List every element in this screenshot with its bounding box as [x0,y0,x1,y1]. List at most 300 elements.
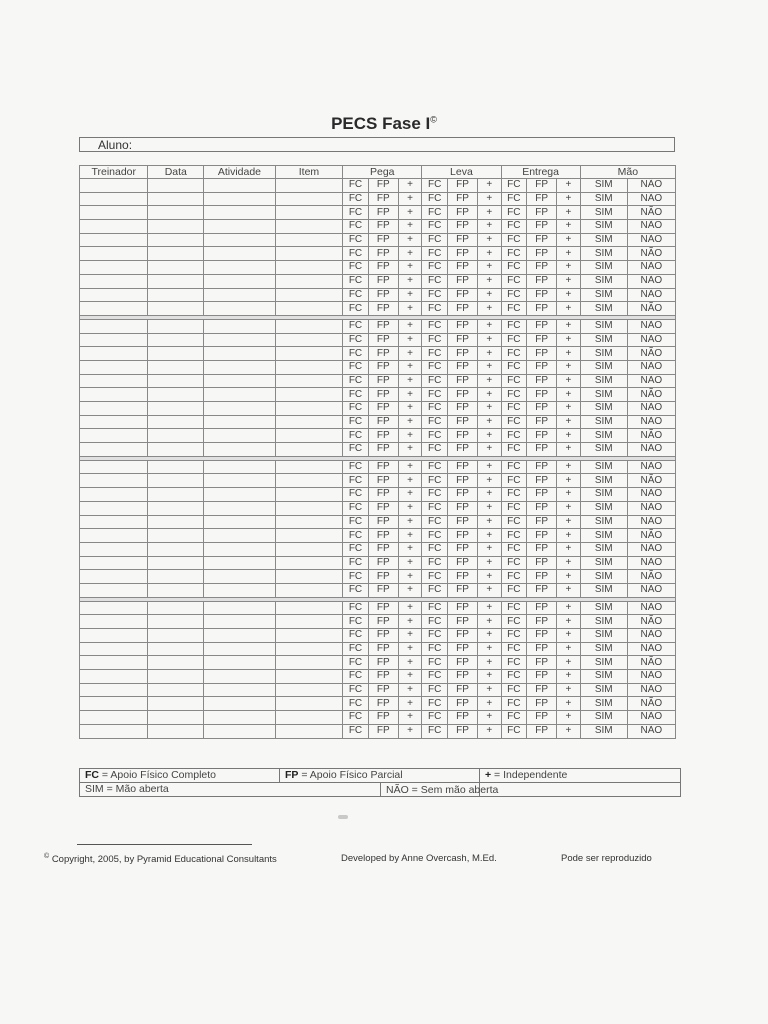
leva-fc-option[interactable]: FC [422,601,448,615]
leva-fp-option[interactable]: FP [448,697,478,711]
pega-fp-option[interactable]: FP [368,615,398,629]
item-cell[interactable] [275,233,342,247]
pega-fp-option[interactable]: FP [368,415,398,429]
entrega-plus-option[interactable]: + [557,683,581,697]
leva-plus-option[interactable]: + [477,415,501,429]
entrega-fp-option[interactable]: FP [527,179,557,193]
pega-plus-option[interactable]: + [398,274,422,288]
trainer-cell[interactable] [80,192,148,206]
entrega-fp-option[interactable]: FP [527,233,557,247]
leva-plus-option[interactable]: + [477,683,501,697]
entrega-fc-option[interactable]: FC [501,319,527,333]
pega-fc-option[interactable]: FC [343,683,369,697]
activity-cell[interactable] [204,697,276,711]
entrega-fc-option[interactable]: FC [501,261,527,275]
leva-fp-option[interactable]: FP [448,360,478,374]
pega-fp-option[interactable]: FP [368,319,398,333]
entrega-fp-option[interactable]: FP [527,429,557,443]
mao-nao-option[interactable]: NÃO [627,670,675,684]
mao-sim-option[interactable]: SIM [580,474,627,488]
pega-plus-option[interactable]: + [398,601,422,615]
entrega-fp-option[interactable]: FP [527,402,557,416]
pega-fp-option[interactable]: FP [368,583,398,597]
pega-plus-option[interactable]: + [398,206,422,220]
mao-sim-option[interactable]: SIM [580,319,627,333]
item-cell[interactable] [275,556,342,570]
trainer-cell[interactable] [80,501,148,515]
item-cell[interactable] [275,374,342,388]
leva-fc-option[interactable]: FC [422,629,448,643]
entrega-fp-option[interactable]: FP [527,474,557,488]
pega-fc-option[interactable]: FC [343,429,369,443]
trainer-cell[interactable] [80,711,148,725]
leva-fc-option[interactable]: FC [422,670,448,684]
trainer-cell[interactable] [80,474,148,488]
item-cell[interactable] [275,206,342,220]
entrega-plus-option[interactable]: + [557,415,581,429]
item-cell[interactable] [275,583,342,597]
leva-plus-option[interactable]: + [477,556,501,570]
entrega-fc-option[interactable]: FC [501,206,527,220]
entrega-fc-option[interactable]: FC [501,302,527,316]
mao-sim-option[interactable]: SIM [580,515,627,529]
leva-fp-option[interactable]: FP [448,374,478,388]
mao-sim-option[interactable]: SIM [580,443,627,457]
item-cell[interactable] [275,302,342,316]
activity-cell[interactable] [204,629,276,643]
pega-plus-option[interactable]: + [398,656,422,670]
trainer-cell[interactable] [80,488,148,502]
entrega-fc-option[interactable]: FC [501,192,527,206]
pega-fp-option[interactable]: FP [368,374,398,388]
pega-plus-option[interactable]: + [398,570,422,584]
item-cell[interactable] [275,488,342,502]
activity-cell[interactable] [204,429,276,443]
entrega-fc-option[interactable]: FC [501,556,527,570]
leva-fp-option[interactable]: FP [448,556,478,570]
mao-sim-option[interactable]: SIM [580,601,627,615]
leva-fc-option[interactable]: FC [422,529,448,543]
item-cell[interactable] [275,319,342,333]
pega-fp-option[interactable]: FP [368,570,398,584]
trainer-cell[interactable] [80,656,148,670]
leva-fp-option[interactable]: FP [448,388,478,402]
trainer-cell[interactable] [80,615,148,629]
leva-fc-option[interactable]: FC [422,374,448,388]
pega-fc-option[interactable]: FC [343,615,369,629]
entrega-plus-option[interactable]: + [557,347,581,361]
trainer-cell[interactable] [80,402,148,416]
leva-plus-option[interactable]: + [477,374,501,388]
trainer-cell[interactable] [80,360,148,374]
leva-fc-option[interactable]: FC [422,302,448,316]
item-cell[interactable] [275,670,342,684]
entrega-fc-option[interactable]: FC [501,601,527,615]
trainer-cell[interactable] [80,333,148,347]
leva-fp-option[interactable]: FP [448,247,478,261]
pega-fp-option[interactable]: FP [368,670,398,684]
mao-nao-option[interactable]: NÃO [627,388,675,402]
item-cell[interactable] [275,192,342,206]
entrega-fp-option[interactable]: FP [527,515,557,529]
leva-fc-option[interactable]: FC [422,179,448,193]
pega-fp-option[interactable]: FP [368,460,398,474]
mao-nao-option[interactable]: NÃO [627,488,675,502]
leva-fc-option[interactable]: FC [422,556,448,570]
leva-plus-option[interactable]: + [477,583,501,597]
leva-fp-option[interactable]: FP [448,488,478,502]
mao-sim-option[interactable]: SIM [580,288,627,302]
mao-sim-option[interactable]: SIM [580,542,627,556]
entrega-fc-option[interactable]: FC [501,642,527,656]
pega-fp-option[interactable]: FP [368,302,398,316]
date-cell[interactable] [148,515,204,529]
mao-sim-option[interactable]: SIM [580,388,627,402]
mao-nao-option[interactable]: NÃO [627,360,675,374]
entrega-plus-option[interactable]: + [557,697,581,711]
mao-nao-option[interactable]: NÃO [627,583,675,597]
date-cell[interactable] [148,374,204,388]
item-cell[interactable] [275,515,342,529]
entrega-fc-option[interactable]: FC [501,443,527,457]
leva-fp-option[interactable]: FP [448,429,478,443]
leva-fc-option[interactable]: FC [422,192,448,206]
leva-plus-option[interactable]: + [477,261,501,275]
activity-cell[interactable] [204,615,276,629]
leva-fp-option[interactable]: FP [448,443,478,457]
entrega-fp-option[interactable]: FP [527,460,557,474]
pega-plus-option[interactable]: + [398,302,422,316]
date-cell[interactable] [148,697,204,711]
leva-plus-option[interactable]: + [477,347,501,361]
activity-cell[interactable] [204,501,276,515]
entrega-fc-option[interactable]: FC [501,374,527,388]
pega-fc-option[interactable]: FC [343,360,369,374]
date-cell[interactable] [148,474,204,488]
pega-fc-option[interactable]: FC [343,711,369,725]
leva-fp-option[interactable]: FP [448,274,478,288]
entrega-fp-option[interactable]: FP [527,206,557,220]
pega-plus-option[interactable]: + [398,501,422,515]
mao-sim-option[interactable]: SIM [580,642,627,656]
leva-fp-option[interactable]: FP [448,179,478,193]
date-cell[interactable] [148,529,204,543]
pega-fc-option[interactable]: FC [343,288,369,302]
pega-fc-option[interactable]: FC [343,415,369,429]
entrega-fp-option[interactable]: FP [527,333,557,347]
item-cell[interactable] [275,347,342,361]
trainer-cell[interactable] [80,460,148,474]
pega-fp-option[interactable]: FP [368,220,398,234]
mao-nao-option[interactable]: NÃO [627,529,675,543]
trainer-cell[interactable] [80,629,148,643]
pega-plus-option[interactable]: + [398,683,422,697]
activity-cell[interactable] [204,288,276,302]
activity-cell[interactable] [204,206,276,220]
date-cell[interactable] [148,192,204,206]
activity-cell[interactable] [204,583,276,597]
pega-plus-option[interactable]: + [398,233,422,247]
entrega-plus-option[interactable]: + [557,529,581,543]
date-cell[interactable] [148,629,204,643]
entrega-plus-option[interactable]: + [557,515,581,529]
date-cell[interactable] [148,615,204,629]
pega-fc-option[interactable]: FC [343,443,369,457]
pega-fp-option[interactable]: FP [368,629,398,643]
entrega-plus-option[interactable]: + [557,629,581,643]
leva-fc-option[interactable]: FC [422,542,448,556]
pega-plus-option[interactable]: + [398,583,422,597]
entrega-plus-option[interactable]: + [557,615,581,629]
mao-sim-option[interactable]: SIM [580,556,627,570]
mao-nao-option[interactable]: NÃO [627,697,675,711]
mao-sim-option[interactable]: SIM [580,206,627,220]
leva-plus-option[interactable]: + [477,711,501,725]
entrega-fp-option[interactable]: FP [527,319,557,333]
leva-fp-option[interactable]: FP [448,615,478,629]
date-cell[interactable] [148,542,204,556]
pega-plus-option[interactable]: + [398,556,422,570]
item-cell[interactable] [275,711,342,725]
pega-fc-option[interactable]: FC [343,474,369,488]
mao-sim-option[interactable]: SIM [580,247,627,261]
pega-fc-option[interactable]: FC [343,670,369,684]
entrega-fc-option[interactable]: FC [501,615,527,629]
pega-plus-option[interactable]: + [398,529,422,543]
trainer-cell[interactable] [80,529,148,543]
entrega-plus-option[interactable]: + [557,501,581,515]
entrega-fc-option[interactable]: FC [501,402,527,416]
mao-nao-option[interactable]: NÃO [627,724,675,738]
item-cell[interactable] [275,697,342,711]
item-cell[interactable] [275,629,342,643]
leva-fp-option[interactable]: FP [448,333,478,347]
entrega-fc-option[interactable]: FC [501,724,527,738]
entrega-fp-option[interactable]: FP [527,642,557,656]
leva-plus-option[interactable]: + [477,529,501,543]
item-cell[interactable] [275,642,342,656]
activity-cell[interactable] [204,192,276,206]
pega-plus-option[interactable]: + [398,288,422,302]
pega-fp-option[interactable]: FP [368,542,398,556]
entrega-fp-option[interactable]: FP [527,697,557,711]
trainer-cell[interactable] [80,233,148,247]
item-cell[interactable] [275,402,342,416]
entrega-fc-option[interactable]: FC [501,347,527,361]
mao-sim-option[interactable]: SIM [580,402,627,416]
mao-nao-option[interactable]: NÃO [627,615,675,629]
leva-fc-option[interactable]: FC [422,711,448,725]
pega-fp-option[interactable]: FP [368,724,398,738]
pega-fc-option[interactable]: FC [343,333,369,347]
entrega-fc-option[interactable]: FC [501,501,527,515]
leva-fc-option[interactable]: FC [422,233,448,247]
trainer-cell[interactable] [80,347,148,361]
trainer-cell[interactable] [80,220,148,234]
activity-cell[interactable] [204,515,276,529]
activity-cell[interactable] [204,488,276,502]
entrega-fp-option[interactable]: FP [527,415,557,429]
date-cell[interactable] [148,724,204,738]
date-cell[interactable] [148,501,204,515]
item-cell[interactable] [275,601,342,615]
mao-sim-option[interactable]: SIM [580,629,627,643]
entrega-fp-option[interactable]: FP [527,615,557,629]
date-cell[interactable] [148,261,204,275]
leva-plus-option[interactable]: + [477,656,501,670]
leva-plus-option[interactable]: + [477,360,501,374]
trainer-cell[interactable] [80,601,148,615]
date-cell[interactable] [148,388,204,402]
mao-sim-option[interactable]: SIM [580,302,627,316]
trainer-cell[interactable] [80,583,148,597]
item-cell[interactable] [275,615,342,629]
leva-fc-option[interactable]: FC [422,429,448,443]
trainer-cell[interactable] [80,274,148,288]
date-cell[interactable] [148,601,204,615]
entrega-fc-option[interactable]: FC [501,247,527,261]
trainer-cell[interactable] [80,374,148,388]
trainer-cell[interactable] [80,429,148,443]
pega-plus-option[interactable]: + [398,542,422,556]
entrega-fp-option[interactable]: FP [527,529,557,543]
leva-plus-option[interactable]: + [477,515,501,529]
leva-plus-option[interactable]: + [477,233,501,247]
pega-plus-option[interactable]: + [398,261,422,275]
date-cell[interactable] [148,415,204,429]
entrega-fc-option[interactable]: FC [501,656,527,670]
pega-fc-option[interactable]: FC [343,206,369,220]
date-cell[interactable] [148,656,204,670]
leva-fp-option[interactable]: FP [448,542,478,556]
leva-plus-option[interactable]: + [477,642,501,656]
mao-nao-option[interactable]: NÃO [627,333,675,347]
leva-fc-option[interactable]: FC [422,206,448,220]
activity-cell[interactable] [204,711,276,725]
entrega-plus-option[interactable]: + [557,570,581,584]
trainer-cell[interactable] [80,388,148,402]
pega-fp-option[interactable]: FP [368,601,398,615]
mao-nao-option[interactable]: NÃO [627,711,675,725]
item-cell[interactable] [275,247,342,261]
pega-fc-option[interactable]: FC [343,179,369,193]
leva-plus-option[interactable]: + [477,319,501,333]
mao-sim-option[interactable]: SIM [580,415,627,429]
pega-fp-option[interactable]: FP [368,206,398,220]
mao-sim-option[interactable]: SIM [580,429,627,443]
activity-cell[interactable] [204,360,276,374]
mao-nao-option[interactable]: NÃO [627,570,675,584]
entrega-fc-option[interactable]: FC [501,683,527,697]
entrega-fc-option[interactable]: FC [501,529,527,543]
mao-sim-option[interactable]: SIM [580,615,627,629]
activity-cell[interactable] [204,529,276,543]
entrega-plus-option[interactable]: + [557,402,581,416]
entrega-fp-option[interactable]: FP [527,347,557,361]
item-cell[interactable] [275,261,342,275]
activity-cell[interactable] [204,474,276,488]
pega-plus-option[interactable]: + [398,460,422,474]
date-cell[interactable] [148,556,204,570]
pega-fc-option[interactable]: FC [343,601,369,615]
pega-plus-option[interactable]: + [398,515,422,529]
entrega-plus-option[interactable]: + [557,179,581,193]
leva-plus-option[interactable]: + [477,501,501,515]
pega-fp-option[interactable]: FP [368,192,398,206]
pega-fc-option[interactable]: FC [343,697,369,711]
leva-fp-option[interactable]: FP [448,583,478,597]
leva-fc-option[interactable]: FC [422,220,448,234]
item-cell[interactable] [275,443,342,457]
leva-fp-option[interactable]: FP [448,656,478,670]
entrega-fp-option[interactable]: FP [527,388,557,402]
pega-fc-option[interactable]: FC [343,529,369,543]
leva-fc-option[interactable]: FC [422,460,448,474]
entrega-plus-option[interactable]: + [557,474,581,488]
trainer-cell[interactable] [80,443,148,457]
mao-sim-option[interactable]: SIM [580,274,627,288]
leva-fc-option[interactable]: FC [422,683,448,697]
entrega-fp-option[interactable]: FP [527,443,557,457]
leva-fc-option[interactable]: FC [422,261,448,275]
pega-plus-option[interactable]: + [398,247,422,261]
pega-fp-option[interactable]: FP [368,683,398,697]
item-cell[interactable] [275,179,342,193]
activity-cell[interactable] [204,415,276,429]
activity-cell[interactable] [204,642,276,656]
date-cell[interactable] [148,220,204,234]
mao-nao-option[interactable]: NÃO [627,629,675,643]
leva-fp-option[interactable]: FP [448,233,478,247]
leva-fc-option[interactable]: FC [422,583,448,597]
date-cell[interactable] [148,333,204,347]
entrega-fc-option[interactable]: FC [501,570,527,584]
trainer-cell[interactable] [80,288,148,302]
leva-fc-option[interactable]: FC [422,319,448,333]
activity-cell[interactable] [204,402,276,416]
trainer-cell[interactable] [80,415,148,429]
entrega-plus-option[interactable]: + [557,247,581,261]
leva-fp-option[interactable]: FP [448,460,478,474]
entrega-plus-option[interactable]: + [557,333,581,347]
leva-plus-option[interactable]: + [477,474,501,488]
pega-fp-option[interactable]: FP [368,360,398,374]
activity-cell[interactable] [204,601,276,615]
entrega-fc-option[interactable]: FC [501,711,527,725]
mao-nao-option[interactable]: NÃO [627,429,675,443]
trainer-cell[interactable] [80,683,148,697]
entrega-fp-option[interactable]: FP [527,711,557,725]
entrega-fc-option[interactable]: FC [501,515,527,529]
mao-sim-option[interactable]: SIM [580,683,627,697]
pega-plus-option[interactable]: + [398,179,422,193]
pega-fc-option[interactable]: FC [343,724,369,738]
mao-sim-option[interactable]: SIM [580,583,627,597]
date-cell[interactable] [148,402,204,416]
entrega-fc-option[interactable]: FC [501,415,527,429]
mao-nao-option[interactable]: NÃO [627,319,675,333]
entrega-fp-option[interactable]: FP [527,192,557,206]
entrega-fp-option[interactable]: FP [527,302,557,316]
trainer-cell[interactable] [80,670,148,684]
mao-nao-option[interactable]: NÃO [627,474,675,488]
leva-fc-option[interactable]: FC [422,415,448,429]
pega-plus-option[interactable]: + [398,429,422,443]
mao-sim-option[interactable]: SIM [580,192,627,206]
mao-nao-option[interactable]: NÃO [627,601,675,615]
leva-fc-option[interactable]: FC [422,333,448,347]
pega-fp-option[interactable]: FP [368,429,398,443]
